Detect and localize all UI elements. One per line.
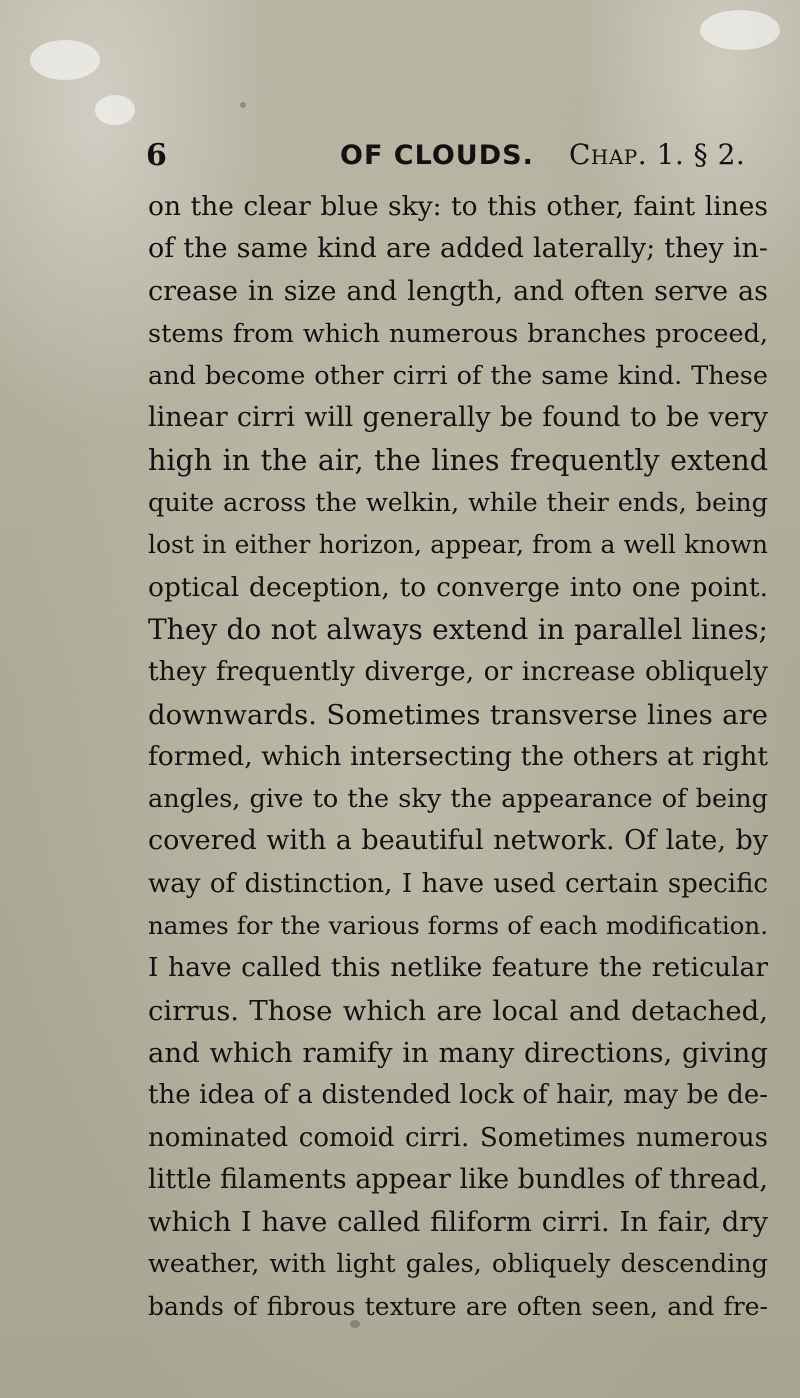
- text-line: I have called this netlike feature the reticular: [148, 952, 768, 984]
- paper-speck: [95, 95, 135, 125]
- chapter-reference: Chap. 1. § 2.: [569, 138, 746, 171]
- running-title: OF CLOUDS.: [340, 140, 534, 171]
- text-line: crease in size and length, and often serve as: [148, 275, 768, 307]
- paper-speck: [240, 102, 246, 108]
- text-line: weather, with light gales, obliquely descending: [148, 1249, 768, 1280]
- running-head: [0, 138, 800, 178]
- text-line: downwards. Sometimes transverse lines are: [148, 698, 768, 731]
- text-line: high in the air, the lines frequently extend: [148, 443, 768, 477]
- text-line: formed, which intersecting the others at right: [148, 740, 768, 772]
- text-line: little filaments appear like bundles of thread,: [148, 1163, 768, 1195]
- text-line: the idea of a distended lock of hair, may be de-: [148, 1080, 768, 1111]
- text-line: covered with a beautiful network. Of late, by: [148, 825, 768, 857]
- text-line: way of distinction, I have used certain specific: [148, 868, 768, 899]
- text-line: linear cirri will generally be found to be very: [148, 402, 768, 434]
- text-line: quite across the welkin, while their ends, being: [148, 488, 768, 519]
- text-line: angles, give to the sky the appearance of being: [148, 784, 768, 815]
- text-line: they frequently diverge, or increase obliquely: [148, 656, 768, 688]
- body-text: [148, 186, 768, 1328]
- text-line: bands of fibrous texture are often seen, and fre-: [148, 1291, 768, 1321]
- text-line: lost in either horizon, appear, from a well known: [148, 530, 768, 560]
- paper-speck: [30, 40, 100, 80]
- text-line: optical deception, to converge into one point.: [148, 571, 768, 603]
- text-line: cirrus. Those which are local and detached,: [148, 994, 768, 1027]
- text-line: and which ramify in many directions, giving: [148, 1036, 768, 1069]
- text-line: stems from which numerous branches proceed,: [148, 318, 768, 349]
- paper-speck: [700, 10, 780, 50]
- page-number: 6: [146, 138, 167, 173]
- text-line: nominated comoid cirri. Sometimes numerous: [148, 1122, 768, 1153]
- text-line: of the same kind are added laterally; they in-: [148, 233, 768, 265]
- text-line: They do not always extend in parallel lines;: [148, 612, 768, 646]
- text-line: and become other cirri of the same kind. These: [148, 361, 768, 392]
- text-line: names for the various forms of each modification.: [148, 911, 768, 941]
- text-line: on the clear blue sky: to this other, faint lines: [148, 191, 768, 222]
- text-line: which I have called filiform cirri. In fair, dry: [148, 1206, 768, 1239]
